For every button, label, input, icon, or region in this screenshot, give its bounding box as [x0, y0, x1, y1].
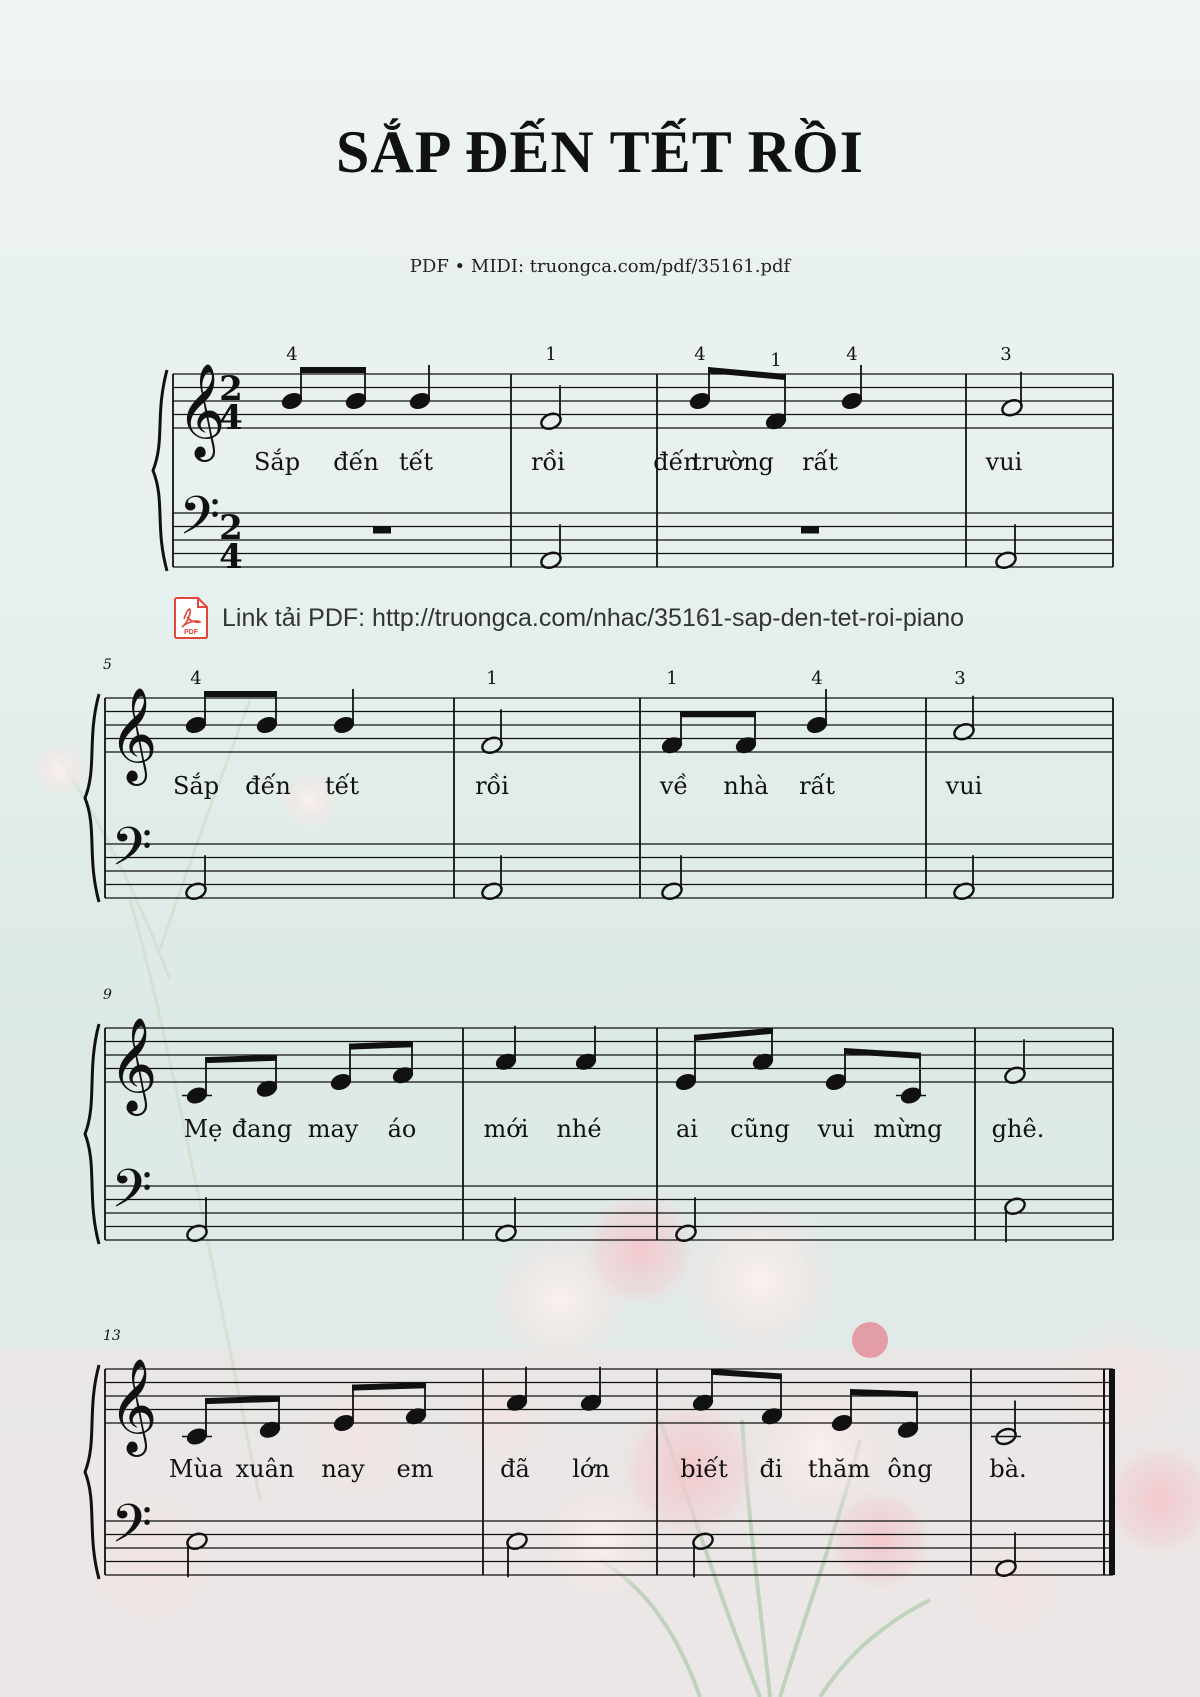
bass-clef: 𝄢	[111, 1494, 153, 1568]
lyric-syllable: Mùa	[168, 1455, 224, 1483]
bass-clef: 𝄢	[179, 486, 221, 560]
song-title: SẮP ĐẾN TẾT RỒI	[336, 119, 864, 185]
pdf-download-link[interactable]	[174, 596, 964, 640]
lyric-syllable: rồi	[475, 772, 509, 800]
lyric-syllable: đã	[500, 1455, 530, 1483]
half-rest	[801, 527, 819, 534]
treble-clef: 𝄞	[109, 687, 158, 782]
bass-clef: 𝄢	[111, 1159, 153, 1233]
time-signature-top: 2	[219, 508, 243, 548]
treble-staff	[105, 1369, 1113, 1423]
time-signature-bottom: 4	[219, 537, 243, 577]
lyric-syllable: ai	[676, 1115, 698, 1143]
fingering-number: 1	[666, 668, 678, 689]
lyric-syllable: rất	[802, 448, 838, 476]
lyric-syllable: may	[307, 1115, 359, 1143]
lyric-syllable: đến	[333, 448, 379, 476]
measure-number: 13	[103, 1328, 121, 1344]
bass-clef: 𝄢	[111, 817, 153, 891]
brace	[85, 1365, 99, 1579]
note-beam	[204, 691, 277, 697]
note-beam	[844, 1048, 921, 1059]
lyric-syllable: nhà	[723, 772, 769, 800]
time-signature-top: 2	[219, 369, 243, 409]
lyric-syllable: rồi	[531, 448, 565, 476]
lyric-syllable: về	[659, 772, 689, 800]
lyric-syllable: lớn	[572, 1455, 610, 1483]
lyric-syllable: đến	[653, 448, 699, 476]
note-beam	[694, 1028, 773, 1041]
lyric-syllable: đến	[245, 772, 291, 800]
half-rest	[373, 527, 391, 534]
fingering-number: 1	[545, 344, 557, 365]
treble-clef: 𝄞	[109, 1017, 158, 1112]
bass-staff	[105, 844, 1113, 898]
lyric-syllable: Mẹ	[183, 1115, 223, 1143]
lyric-syllable: trường	[692, 448, 774, 476]
treble-staff	[173, 374, 1113, 428]
lyric-syllable: biết	[680, 1455, 728, 1483]
treble-clef: 𝄞	[177, 363, 226, 458]
lyric-syllable: đang	[231, 1115, 293, 1143]
lyric-syllable: rất	[799, 772, 835, 800]
fingering-number: 4	[811, 668, 823, 689]
brace	[153, 370, 167, 571]
note-beam	[205, 1396, 280, 1404]
treble-clef: 𝄞	[109, 1358, 158, 1453]
lyric-syllable: áo	[387, 1115, 417, 1143]
measure-number: 9	[103, 987, 112, 1003]
note-beam	[680, 711, 756, 717]
final-barline-thick	[1109, 1369, 1115, 1575]
fingering-number: 4	[190, 668, 202, 689]
note-beam	[349, 1041, 413, 1049]
fingering-number: 4	[286, 344, 298, 365]
note-beam	[300, 367, 366, 373]
fingering-number: 3	[1000, 344, 1012, 365]
fingering-number: 4	[846, 344, 858, 365]
measure-number: 5	[103, 657, 112, 673]
lyric-syllable: đi	[759, 1455, 783, 1483]
lyric-syllable: nhé	[556, 1115, 602, 1143]
brace	[85, 694, 99, 902]
pdf-icon-label: PDF	[184, 629, 198, 636]
midi-source-line: PDF • MIDI: truongca.com/pdf/35161.pdf	[409, 256, 791, 277]
lyric-syllable: nay	[321, 1455, 365, 1483]
lyric-syllable: vui	[945, 772, 983, 800]
lyric-syllable: xuân	[235, 1455, 295, 1483]
note-beam	[711, 1369, 782, 1380]
fingering-number: 1	[486, 668, 498, 689]
lyric-syllable: mới	[483, 1115, 529, 1143]
lyric-syllable: vui	[985, 448, 1023, 476]
lyric-syllable: thăm	[807, 1455, 871, 1483]
fingering-number: 4	[694, 344, 706, 365]
lyric-syllable: tết	[324, 772, 360, 800]
bass-staff	[173, 513, 1113, 567]
bass-staff	[105, 1521, 1113, 1575]
fingering-number: 3	[954, 668, 966, 689]
treble-staff	[105, 1028, 1113, 1082]
lyric-syllable: Sắp	[172, 772, 220, 800]
bass-staff	[105, 1186, 1113, 1240]
time-signature-bottom: 4	[219, 398, 243, 438]
treble-staff	[105, 698, 1113, 752]
fingering-number: 1	[770, 350, 782, 371]
brace	[85, 1024, 99, 1244]
lyric-syllable: tết	[398, 448, 434, 476]
pdf-file-icon	[174, 597, 208, 639]
lyric-syllable: cũng	[730, 1115, 790, 1143]
lyric-syllable: bà.	[989, 1455, 1027, 1483]
lyric-syllable: mừng	[873, 1115, 943, 1143]
lyric-syllable: ghê.	[991, 1115, 1045, 1143]
lyric-syllable: Sắp	[253, 448, 301, 476]
lyric-syllable: em	[396, 1455, 434, 1483]
lyric-syllable: vui	[817, 1115, 855, 1143]
lyric-syllable: ông	[887, 1455, 933, 1483]
note-beam	[205, 1055, 277, 1063]
note-beam	[352, 1382, 426, 1390]
pdf-download-text[interactable]: Link tải PDF: http://truongca.com/nhac/35161-sap-den-tet-roi-piano	[222, 603, 965, 632]
